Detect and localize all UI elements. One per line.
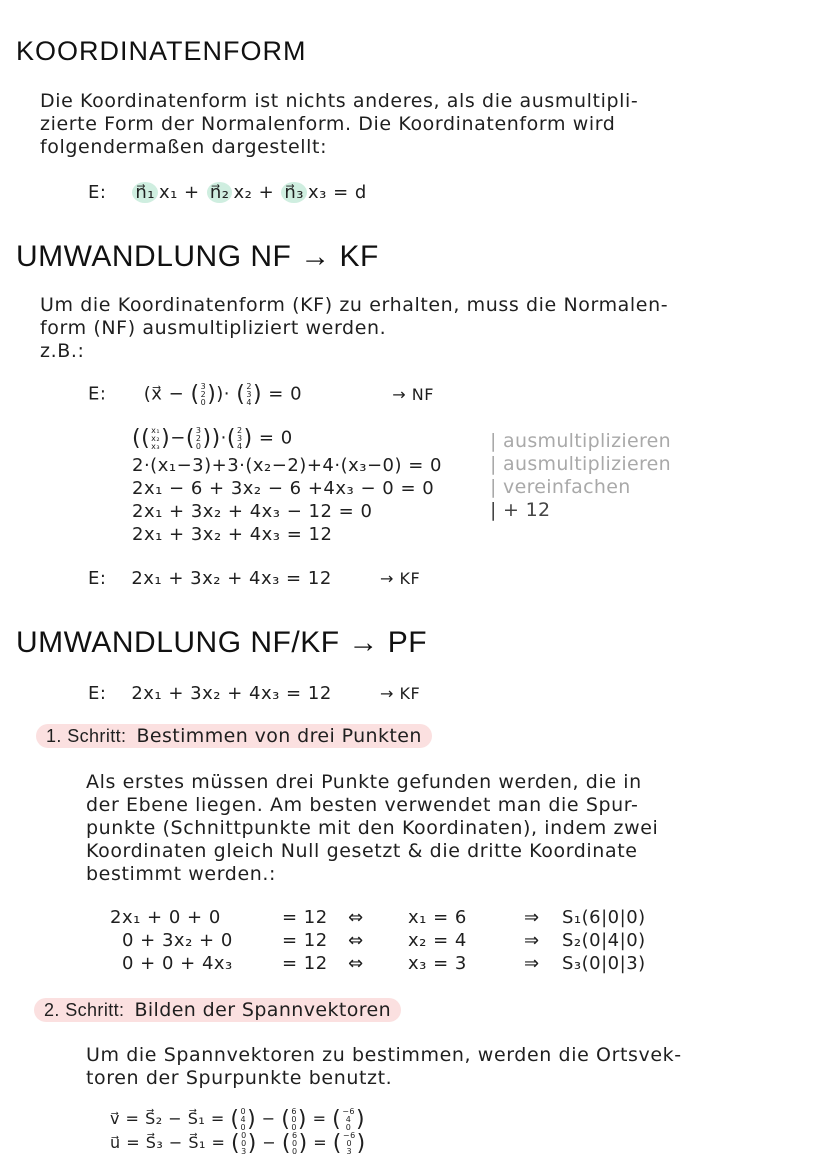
step-expr-5: 2x₁ + 3x₂ + 4x₃ = 12 <box>132 524 333 545</box>
sys-eq-2: = 12 <box>282 930 328 951</box>
sys-point-1: S₁(6|0|0) <box>562 907 646 928</box>
step-expr-1: = 0 <box>258 427 293 449</box>
eq-prefix: E: <box>88 683 107 704</box>
sys-imp-2: ⇒ <box>524 930 540 951</box>
v-expr: S⃗₂ − S⃗₁ = <box>145 1109 225 1128</box>
section-title-nf-kf: UMWANDLUNG NF → KF <box>16 240 379 273</box>
kf-intro-line-3: folgendermaßen dargestellt: <box>40 136 328 158</box>
sys-sol-3: x₃ = 3 <box>408 953 467 974</box>
step1-title: Bestimmen von drei Punkten <box>136 725 422 747</box>
normal-vector: 2 3 4 <box>246 381 252 407</box>
step1-line-2: der Ebene liegen. Am besten verwendet man die Spur- <box>86 794 639 816</box>
step2-number: 2. Schritt: <box>44 1000 125 1020</box>
step-note-4: | + 12 <box>490 499 551 521</box>
kf-intro-line-2: zierte Form der Normalenform. Die Koordinatenform wird <box>40 113 616 135</box>
step-expr-3: 2x₁ − 6 + 3x₂ − 6 +4x₃ − 0 = 0 <box>132 478 435 499</box>
step-expr-4: 2x₁ + 3x₂ + 4x₃ − 12 = 0 <box>132 501 373 522</box>
nf-kf-intro-paragraph <box>40 294 668 363</box>
normal-component-2: n⃗₂ <box>207 182 233 203</box>
pf-expr: 2x₁ + 3x₂ + 4x₃ = 12 <box>131 683 332 704</box>
step2-line-1: Um die Spannvektoren zu bestimmen, werden die Ortsvek- <box>86 1044 682 1066</box>
nf-rhs: = 0 <box>268 383 303 405</box>
sys-lhs-1: 2x₁ + 0 + 0 <box>110 907 221 928</box>
sys-point-2: S₂(0|4|0) <box>562 930 646 951</box>
eq-prefix: E: <box>88 383 107 405</box>
pf-tag: → KF <box>380 684 421 703</box>
sys-iff-1: ⇔ <box>348 907 364 928</box>
term-x1: x₁ + <box>158 182 200 203</box>
sys-iff-2: ⇔ <box>348 930 364 951</box>
step2-heading <box>34 998 401 1022</box>
section-title-koordinatenform: KOORDINATENFORM <box>16 36 307 66</box>
kf-intro-paragraph <box>40 90 638 159</box>
term-x2: x₂ + <box>233 182 275 203</box>
kf-result-expr: 2x₁ + 3x₂ + 4x₃ = 12 <box>131 568 332 589</box>
step-note-1: | ausmultiplizieren <box>490 430 671 452</box>
sys-lhs-3: 0 + 0 + 4x₃ <box>122 953 233 974</box>
span-vector-u: u⃗ = S⃗₃ − S⃗₁ = ( 0 0 3 ) − ( 6 0 0 ) = ( −6 0 3 ) <box>110 1130 366 1156</box>
step-line-1: (( x₁ x₂ x₃ )−( 3 2 0 ))·( 2 3 4 ) = 0 <box>132 425 293 451</box>
sys-point-3: S₃(0|0|3) <box>562 953 646 974</box>
step-note-2: | ausmultiplizieren <box>490 453 671 475</box>
support-vector: 3 2 0 <box>200 381 207 407</box>
u-lhs: u⃗ = <box>110 1133 141 1152</box>
u-expr: S⃗₃ − S⃗₁ = <box>145 1133 226 1152</box>
sys-imp-1: ⇒ <box>524 907 540 928</box>
nf-kf-line-3: z.B.: <box>40 340 85 362</box>
pf-start-equation <box>88 683 420 704</box>
step1-line-1: Als erstes müssen drei Punkte gefunden werden, die in <box>86 771 642 793</box>
sys-sol-2: x₂ = 4 <box>408 930 467 951</box>
step1-number: 1. Schritt: <box>46 726 127 746</box>
step1-heading <box>36 724 432 748</box>
kf-tag: → KF <box>380 569 421 588</box>
step2-paragraph <box>86 1044 682 1090</box>
nf-lhs: (x⃗ − <box>143 383 185 405</box>
nf-dot: )· <box>216 383 231 405</box>
sys-imp-3: ⇒ <box>524 953 540 974</box>
sys-iff-3: ⇔ <box>348 953 364 974</box>
nf-kf-line-1: Um die Koordinatenform (KF) zu erhalten, muss die Normalen- <box>40 294 669 316</box>
span-vector-v: v⃗ = S⃗₂ − S⃗₁ = ( 0 4 0 ) − ( 6 0 0 ) = ( −6 4 0 ) <box>110 1106 366 1132</box>
nf-tag: → NF <box>392 384 434 404</box>
normal-component-3: n⃗₃ <box>281 182 307 203</box>
kf-intro-line-1: Die Koordinatenform ist nichts anderes, als die ausmultipli- <box>40 90 639 112</box>
nf-equation: E: (x⃗ − ( 3 2 0 ))· ( 2 3 4 ) = 0 → NF <box>88 381 434 407</box>
normal-component-1: n⃗₁ <box>132 182 158 203</box>
eq-prefix: E: <box>88 182 107 203</box>
eq-prefix: E: <box>88 568 107 589</box>
step1-line-5: bestimmt werden.: <box>86 863 277 885</box>
kf-general-equation <box>88 182 367 203</box>
kf-result <box>88 568 420 589</box>
sys-lhs-2: 0 + 3x₂ + 0 <box>122 930 233 951</box>
sys-sol-1: x₁ = 6 <box>408 907 467 928</box>
sys-eq-3: = 12 <box>282 953 328 974</box>
term-x3: x₃ = d <box>308 182 367 203</box>
step-note-3: | vereinfachen <box>490 476 631 498</box>
step2-title: Bilden der Spannvektoren <box>134 999 392 1021</box>
step2-line-2: toren der Spurpunkte benutzt. <box>86 1067 393 1089</box>
section-title-nf-kf-pf: UMWANDLUNG NF/KF → PF <box>16 626 428 659</box>
step1-line-3: punkte (Schnittpunkte mit den Koordinaten), indem zwei <box>86 817 659 839</box>
v-lhs: v⃗ = <box>110 1109 140 1128</box>
sys-eq-1: = 12 <box>282 907 328 928</box>
step1-line-4: Koordinaten gleich Null gesetzt & die dritte Koordinate <box>86 840 638 862</box>
step1-paragraph <box>86 771 658 886</box>
step-expr-2: 2·(x₁−3)+3·(x₂−2)+4·(x₃−0) = 0 <box>132 455 443 476</box>
nf-kf-line-2: form (NF) ausmultipliziert werden. <box>40 317 387 339</box>
